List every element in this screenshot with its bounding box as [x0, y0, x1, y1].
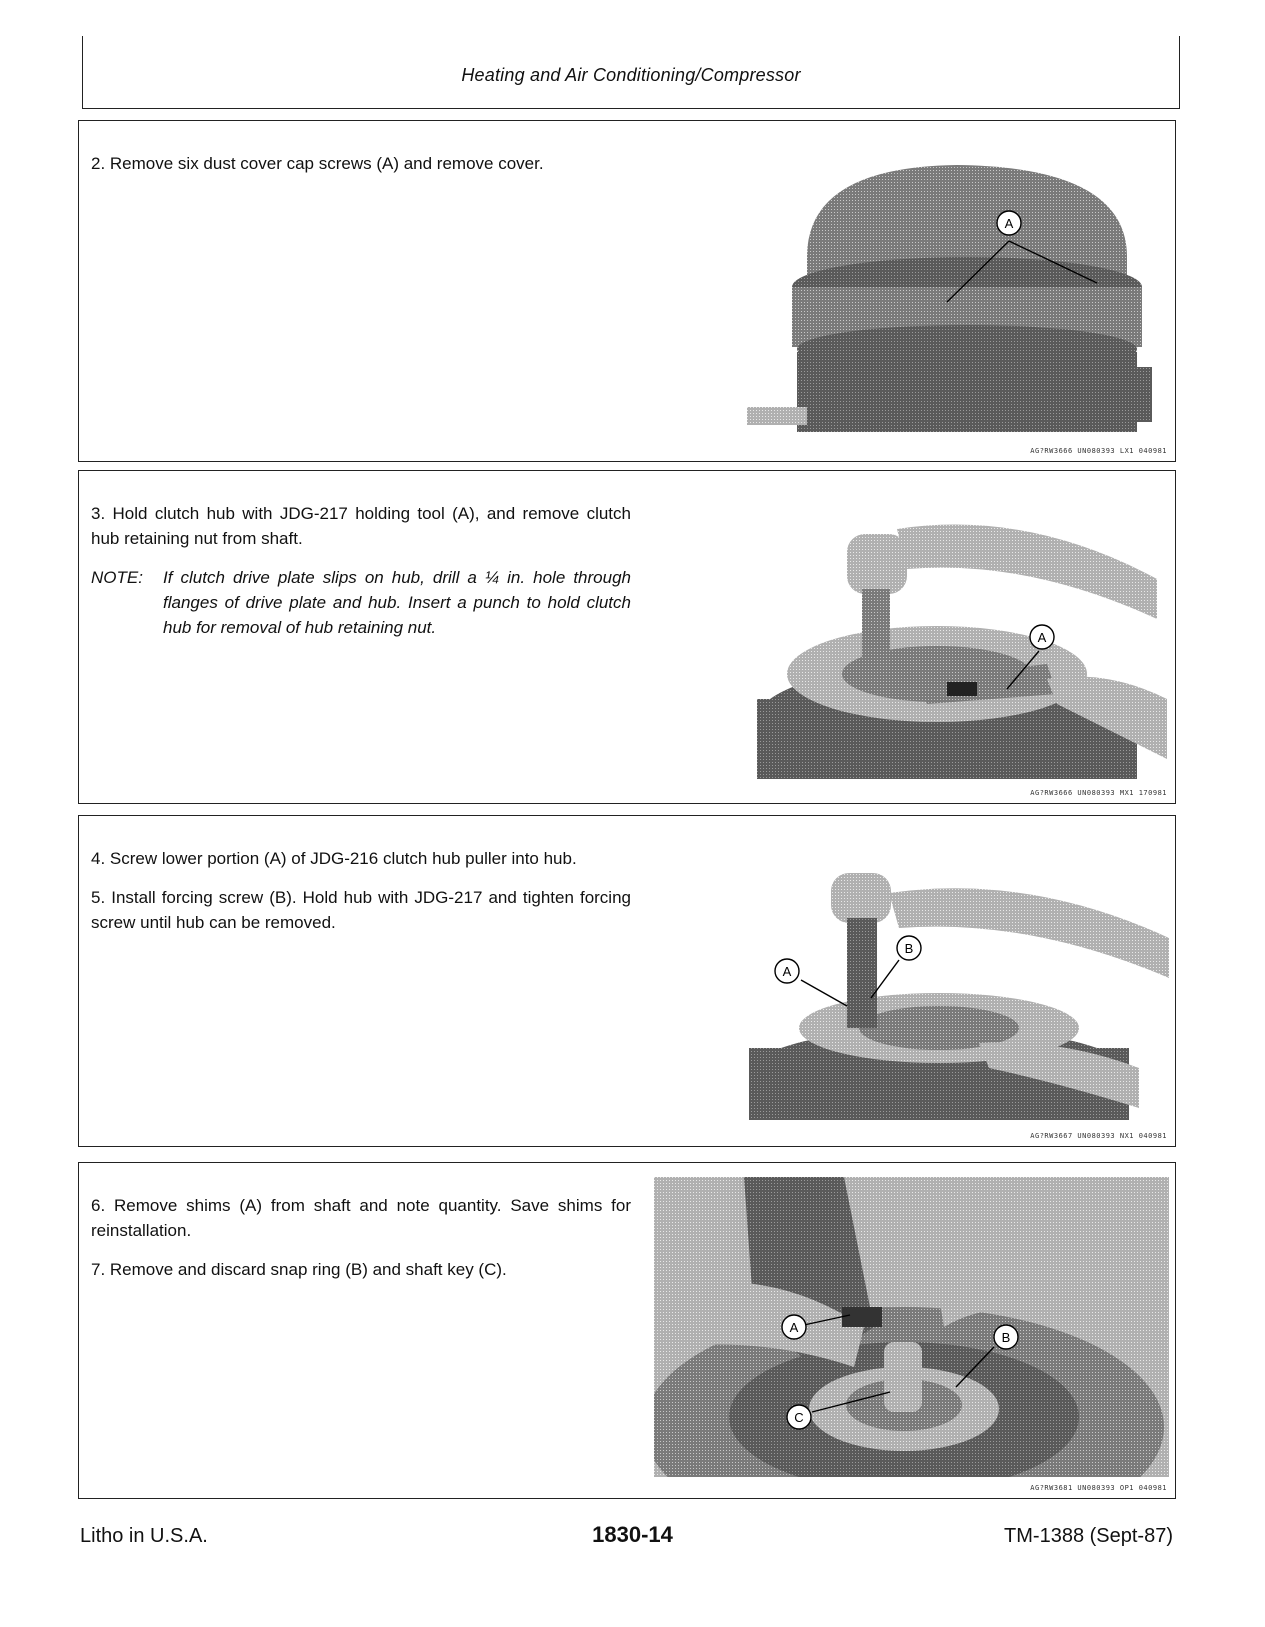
page-title: Heating and Air Conditioning/Compressor — [461, 65, 801, 85]
figure-illustration — [739, 868, 1169, 1120]
step-5-text: 5. Install forcing screw (B). Hold hub with JDG-217 and tighten forcing screw until hub can be removed. — [91, 888, 631, 932]
figure-code: AG?RW3666 UN080393 LX1 040981 — [1030, 447, 1167, 455]
figure-illustration — [727, 489, 1167, 779]
figure-compressor-dust-cover — [687, 137, 1167, 437]
callout-a: A — [782, 964, 792, 979]
figure-code: AG?RW3666 UN080393 MX1 170981 — [1030, 789, 1167, 797]
step-section-1 — [78, 120, 1176, 462]
footer-printer-note: Litho in U.S.A. — [80, 1525, 208, 1547]
note-block — [91, 565, 631, 640]
page-number: 1830-14 — [592, 1522, 673, 1547]
step-text-column — [91, 151, 631, 190]
step-section-3 — [78, 815, 1176, 1147]
callout-a: A — [1037, 630, 1047, 645]
note-text: If clutch drive plate slips on hub, drill a ¼ in. hole through flanges of drive plate and hub. Insert a punch to hold clutch hub for removal of hub retaining nut. — [163, 568, 631, 637]
step-text-column — [91, 846, 631, 949]
step-section-2 — [78, 470, 1176, 804]
step-section-4 — [78, 1162, 1176, 1499]
step-text-column — [91, 1193, 631, 1296]
step-2-text: 2. Remove six dust cover cap screws (A) and remove cover. — [91, 154, 544, 173]
figure-code: AG?RW3681 UN080393 OP1 040981 — [1030, 1484, 1167, 1492]
callout-a: A — [1004, 216, 1014, 231]
figure-code: AG?RW3667 UN080393 NX1 040981 — [1030, 1132, 1167, 1140]
figure-clutch-hub-puller — [739, 868, 1169, 1120]
step-7-text: 7. Remove and discard snap ring (B) and shaft key (C). — [91, 1260, 507, 1279]
callout-c: C — [794, 1410, 804, 1425]
step-text-column — [91, 501, 631, 640]
callout-b: B — [1001, 1330, 1011, 1345]
figure-clutch-hub-holding-tool — [727, 489, 1167, 779]
figure-illustration — [687, 137, 1167, 437]
step-4-text: 4. Screw lower portion (A) of JDG-216 clutch hub puller into hub. — [91, 849, 577, 868]
note-label: NOTE: — [91, 568, 143, 587]
page-header — [82, 36, 1180, 109]
figure-illustration — [654, 1177, 1169, 1477]
step-3-text: 3. Hold clutch hub with JDG-217 holding tool (A), and remove clutch hub retaining nut from shaft. — [91, 504, 631, 548]
callout-b: B — [904, 941, 914, 956]
step-6-text: 6. Remove shims (A) from shaft and note quantity. Save shims for reinstallation. — [91, 1196, 631, 1240]
callout-a: A — [789, 1320, 799, 1335]
manual-reference: TM-1388 (Sept-87) — [1004, 1525, 1173, 1547]
figure-shims-snap-ring-shaft-key — [654, 1177, 1169, 1477]
